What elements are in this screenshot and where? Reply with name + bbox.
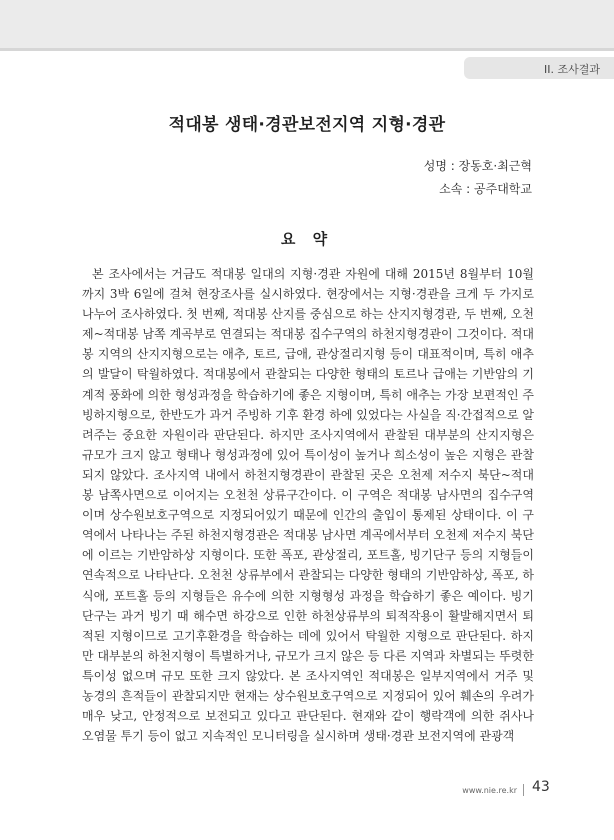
top-divider (0, 48, 614, 51)
abstract-body: 본 조사에서는 거금도 적대봉 일대의 지형·경관 자원에 대해 2015년 8월부터 10월까지 3박 6일에 걸쳐 현장조사를 실시하였다. 현장에서는 지형·경관을 크게 두 가지로 나누어 조사하였다. 첫 번째, 적대봉 산지를 중심으로 하는 산지지형경관, 두 번째, 오천제~적대봉 남쪽 계곡부로 연결되는 적대봉 집수구역의 하천지형경관이 그것이다. 적대봉 지역의 산지지형으로는 애추, 토르, 급애, 관상절리지형 등이 대표적이며, 특히 애추의 발달이 탁월하였다. 적대봉에서 관찰되는 다양한 형태의 토르나 급애는 기반암의 기계적 풍화에 의한 형성과정을 학습하기에 좋은 지형이며, 특히 애추는 가장 보편적인 주빙하지형으로, 한반도가 과거 주빙하 기후 환경 하에 있었다는 사실을 직·간접적으로 알려주는 중요한 자원이라 판단된다. 하지만 조사지역에서 관찰된 대부분의 산지지형은 규모가 크지 않고 형태나 형성과정에 있어 특이성이 높거나 희소성이 높은 지형은 관찰되지 않았다. 조사지역 내에서 하천지형경관이 관찰된 곳은 오천제 저수지 북단~적대봉 남쪽사면으로 이어지는 오천천 상류구간이다. 이 구역은 적대봉 남사면의 집수구역이며 상수원보호구역으로 지정되어있기 때문에 인간의 출입이 통제된 상태이다. 이 구역에서 나타나는 주된 하천지형경관은 적대봉 남사면 계곡에서부터 오천제 저수지 북단에 이르는 기반암하상 지형이다. 또한 폭포, 관상절리, 포트홀, 빙기단구 등의 지형들이 연속적으로 나타난다. 오천천 상류부에서 관찰되는 다양한 형태의 기반암하상, 폭포, 하식애, 포트홀 등의 지형들은 유수에 의한 지형형성 과정을 학습하기 좋은 예이다. 빙기단구는 과거 빙기 때 해수면 하강으로 인한 하천상류부의 퇴적작용이 활발해지면서 퇴적된 지형이므로 고기후환경을 학습하는 데에 있어서 탁월한 지형으로 판단된다. 하지만 대부분의 하천지형이 특별하거나, 규모가 크지 않은 등 다른 지역과 차별되는 뚜렷한 특이성 없으며 규모 또한 크지 않았다. 본 조사지역인 적대봉은 일부지역에서 거주 및 농경의 흔적들이 관찰되지만 현재는 상수원보호구역으로 지정되어 있어 훼손의 우려가 매우 낮고, 안정적으로 보전되고 있다고 판단된다. 현재와 같이 행락객에 의한 쥐사나 오염물 투기 등이 없고 지속적인 모니터링을 실시하며 생태·경관 보전지역에 관광객 (82, 267, 534, 744)
footer-separator (523, 784, 524, 796)
page-number: 43 (532, 779, 550, 795)
footer-url: www.nie.re.kr (462, 786, 517, 795)
article-title: 적대봉 생태·경관보전지역 지형·경관 (168, 115, 446, 135)
author-name: 성명 : 장동호·최근혁 (423, 159, 532, 173)
section-header-tab (464, 57, 614, 79)
abstract-heading: 요 약 (280, 230, 334, 248)
author-affiliation: 소속 : 공주대학교 (439, 182, 532, 196)
section-label: II. 조사결과 (544, 63, 600, 76)
top-banner (0, 0, 614, 48)
